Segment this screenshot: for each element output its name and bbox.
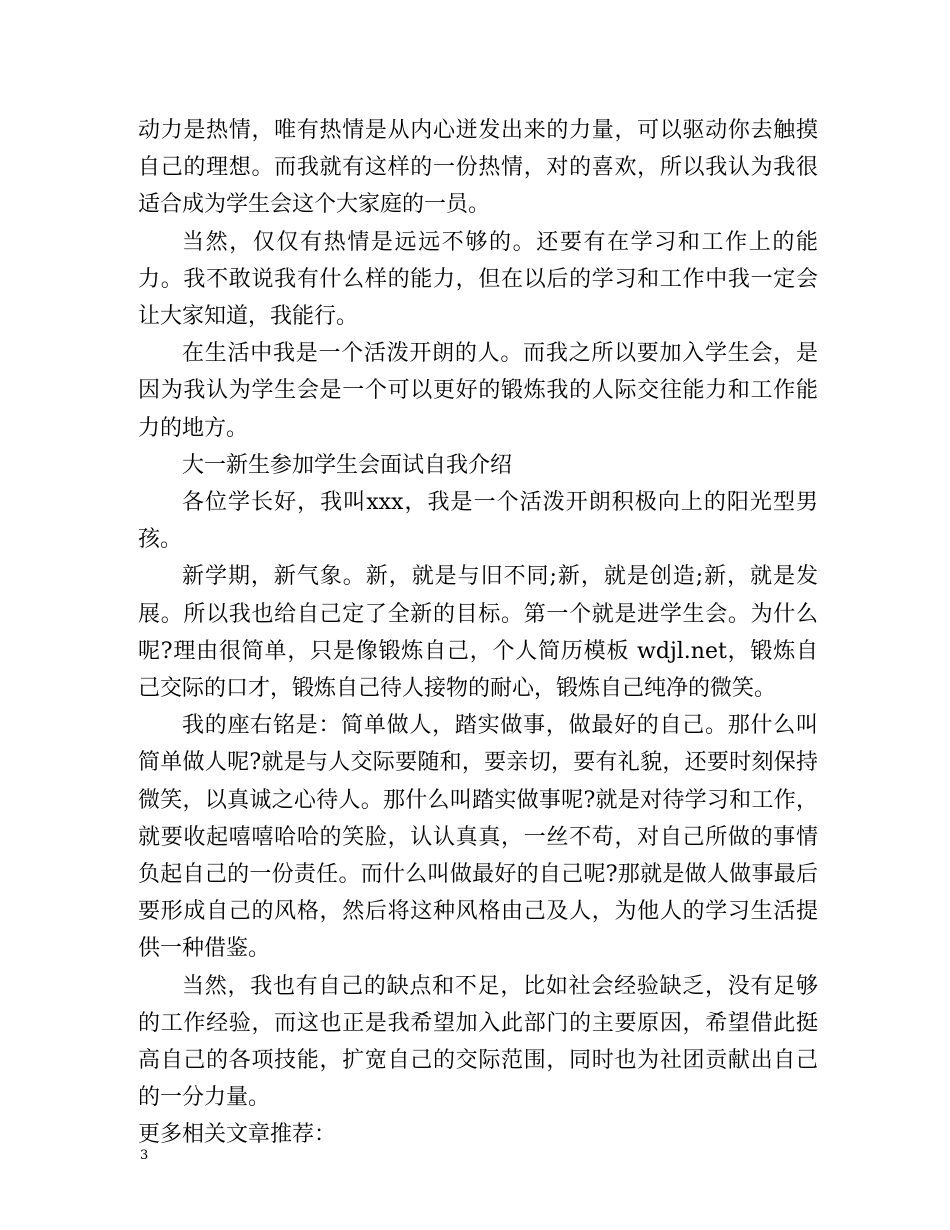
paragraph-6: 新学期，新气象。新，就是与旧不同;新，就是创造;新，就是发展。所以我也给自己定了全新的目标。第一个就是进学生会。为什么呢?理由很简单，只是像锻炼自己，个人简历模板 wdjl.net，锻炼自己交际的口才，锻炼自己待人接物的耐心，锻炼自己纯净的微笑。 (138, 564, 818, 702)
paragraph-8: 当然，我也有自己的缺点和不足，比如社会经验缺乏，没有足够的工作经验，而这也正是我希望加入此部门的主要原因，希望借此挺高自己的各项技能，扩宽自己的交际范围，同时也为社团贡献出自己的一分力量。 (138, 973, 818, 1111)
document-body (138, 112, 818, 1154)
paragraph-7: 我的座右铭是：简单做人，踏实做事，做最好的自己。那什么叫简单做人呢?就是与人交际要随和，要亲切，要有礼貌，还要时刻保持微笑，以真诚之心待人。那什么叫踏实做事呢?就是对待学习和工作，就要收起嘻嘻哈哈的笑脸，认认真真，一丝不苟，对自己所做的事情负起自己的一份责任。而什么叫做最好的自己呢?那就是做人做事最后要形成自己的风格，然后将这种风格由己及人，为他人的学习生活提供一种借鉴。 (138, 713, 818, 962)
paragraph-3: 在生活中我是一个活泼开朗的人。而我之所以要加入学生会，是因为我认为学生会是一个可以更好的锻炼我的人际交往能力和工作能力的地方。 (138, 341, 818, 441)
section-heading: 大一新生参加学生会面试自我介绍 (182, 452, 513, 478)
related-articles-label: 更多相关文章推荐： (138, 1122, 337, 1148)
page-number: 3 (140, 1148, 149, 1163)
paragraph-1: 动力是热情，唯有热情是从内心迸发出来的力量，可以驱动你去触摸自己的理想。而我就有这样的一份热情，对的喜欢，所以我认为我很适合成为学生会这个大家庭的一员。 (138, 118, 818, 218)
paragraph-5: 各位学长好，我叫xxx，我是一个活泼开朗积极向上的阳光型男孩。 (138, 490, 818, 553)
paragraph-2: 当然，仅仅有热情是远远不够的。还要有在学习和工作上的能力。我不敢说我有什么样的能力，但在以后的学习和工作中我一定会让大家知道，我能行。 (138, 229, 818, 330)
